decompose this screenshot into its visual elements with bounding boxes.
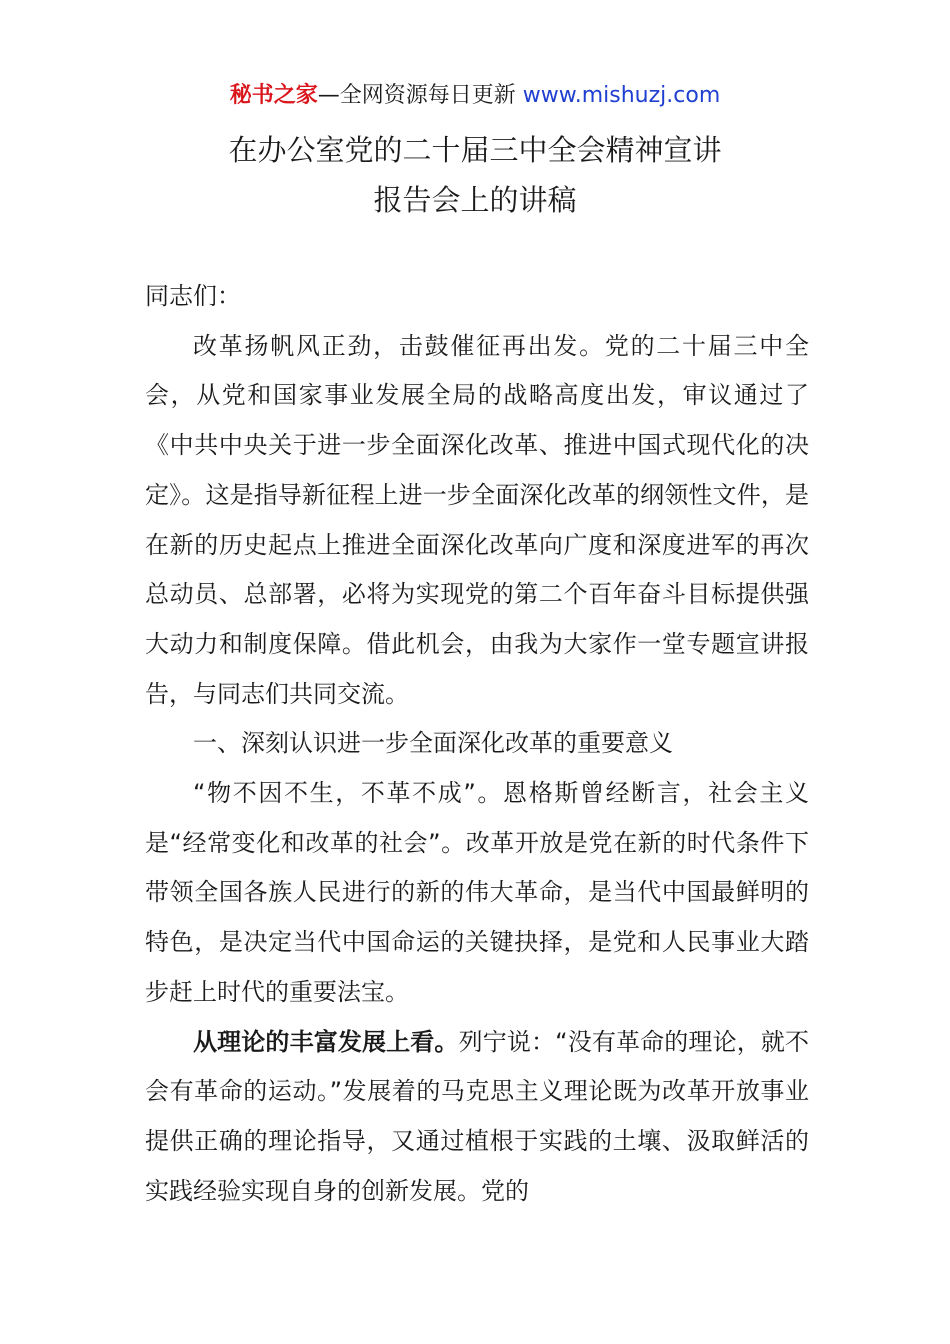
brand-name: 秘书之家 — [229, 83, 318, 108]
document-title — [0, 125, 950, 225]
salutation: 同志们： — [145, 282, 241, 310]
paragraph-significance: “物不因不生，不革不成”。恩格斯曾经断言，社会主义是“经常变化和改革的社会”。改革开放是党在新的时代条件下带领全国各族人民进行的新的伟大革命，是当代中国最鲜明的特色，是决定当代中国命运的关键抉择，是党和人民事业大踏步赶上时代的重要法宝。 — [145, 779, 809, 1006]
site-banner — [0, 80, 950, 112]
banner-tagline: —全网资源每日更新 — [317, 83, 516, 108]
title-line-1: 在办公室党的二十届三中全会精神宣讲 — [228, 133, 722, 167]
section-heading-1: 一、深刻认识进一步全面深化改革的重要意义 — [193, 729, 673, 758]
site-url[interactable]: www.mishuzj.com — [522, 83, 721, 108]
paragraph-theory-lead: 从理论的丰富发展上看。 — [193, 1027, 459, 1056]
paragraph-theory-text: 列宁说：“没有革命的理论，就不会有革命的运动。”发展着的马克思主义理论既为改革开放事业提供正确的理论指导，又通过植根于实践的土壤、汲取鲜活的实践经验实现自身的创新发展。党的 — [145, 1027, 810, 1205]
paragraph-intro: 改革扬帆风正劲，击鼓催征再出发。党的二十届三中全会，从党和国家事业发展全局的战略高度出发，审议通过了《中共中央关于进一步全面深化改革、推进中国式现代化的决定》。这是指导新征程上进一步全面深化改革的纲领性文件，是在新的历史起点上推进全面深化改革向广度和深度进军的再次总动员、总部署，必将为实现党的第二个百年奋斗目标提供强大动力和制度保障。借此机会，由我为大家作一堂专题宣讲报告，与同志们共同交流。 — [145, 331, 809, 708]
paragraph-theory — [145, 1018, 809, 1217]
title-line-2: 报告会上的讲稿 — [373, 183, 577, 217]
document-body — [145, 272, 809, 1216]
